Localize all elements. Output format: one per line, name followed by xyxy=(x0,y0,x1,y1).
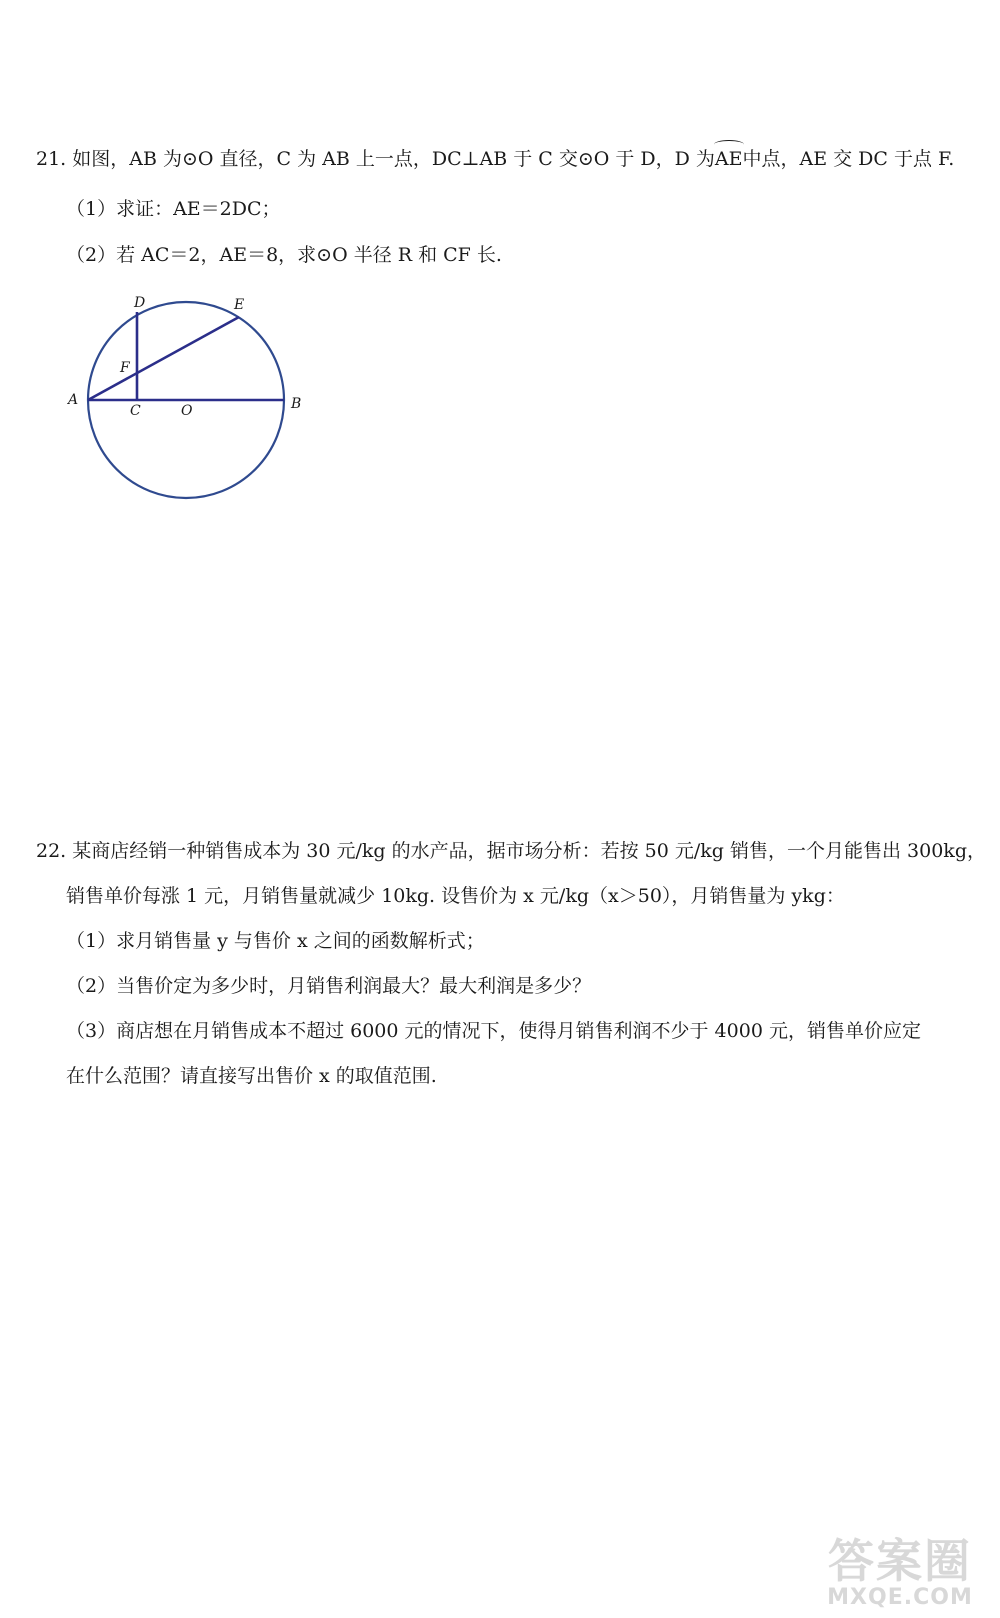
q22-part1: （1）求月销售量 y 与售价 x 之间的函数解析式； xyxy=(66,930,485,952)
q22-part3-line1: （3）商店想在月销售成本不超过 6000 元的情况下，使得月销售利润不少于 4000 元，销售单价应定 xyxy=(66,1020,921,1042)
q21-stem xyxy=(36,146,954,172)
q22-line1: 22. 某商店经销一种销售成本为 30 元/kg 的水产品，据市场分析：若按 50 元/kg 销售，一个月能售出 300kg， xyxy=(36,840,986,862)
watermark-logo xyxy=(820,1536,980,1610)
q22-part2: （2）当售价定为多少时，月销售利润最大？最大利润是多少？ xyxy=(66,975,592,997)
label-c: C xyxy=(130,403,141,419)
q21-part1: （1）求证：AE＝2DC； xyxy=(66,198,281,220)
chord-ae xyxy=(88,317,239,400)
q22-part3-line2: 在什么范围？请直接写出售价 x 的取值范围. xyxy=(66,1065,437,1087)
label-a: A xyxy=(68,392,79,408)
label-o: O xyxy=(181,403,193,419)
watermark-top: 答案圈 xyxy=(828,1534,972,1588)
label-e: E xyxy=(234,297,245,313)
q21-stem-post: 中点，AE 交 DC 于点 F. xyxy=(742,148,955,170)
label-d: D xyxy=(134,295,146,311)
q21-part2: （2）若 AC＝2，AE＝8，求⊙O 半径 R 和 CF 长. xyxy=(66,244,502,266)
label-f: F xyxy=(120,360,130,376)
label-b: B xyxy=(291,396,302,412)
q22-line2: 销售单价每涨 1 元，月销售量就减少 10kg. 设售价为 x 元/kg（x＞50），月销售量为 ykg： xyxy=(66,885,845,907)
q21-stem-arc: AE xyxy=(714,148,743,170)
q21-stem-pre: 21. 如图，AB 为⊙O 直径，C 为 AB 上一点，DC⊥AB 于 C 交⊙O 于 D，D 为 xyxy=(36,148,715,170)
watermark-bottom: MXQE.COM xyxy=(827,1585,973,1610)
q21-geometry-figure xyxy=(62,292,322,512)
